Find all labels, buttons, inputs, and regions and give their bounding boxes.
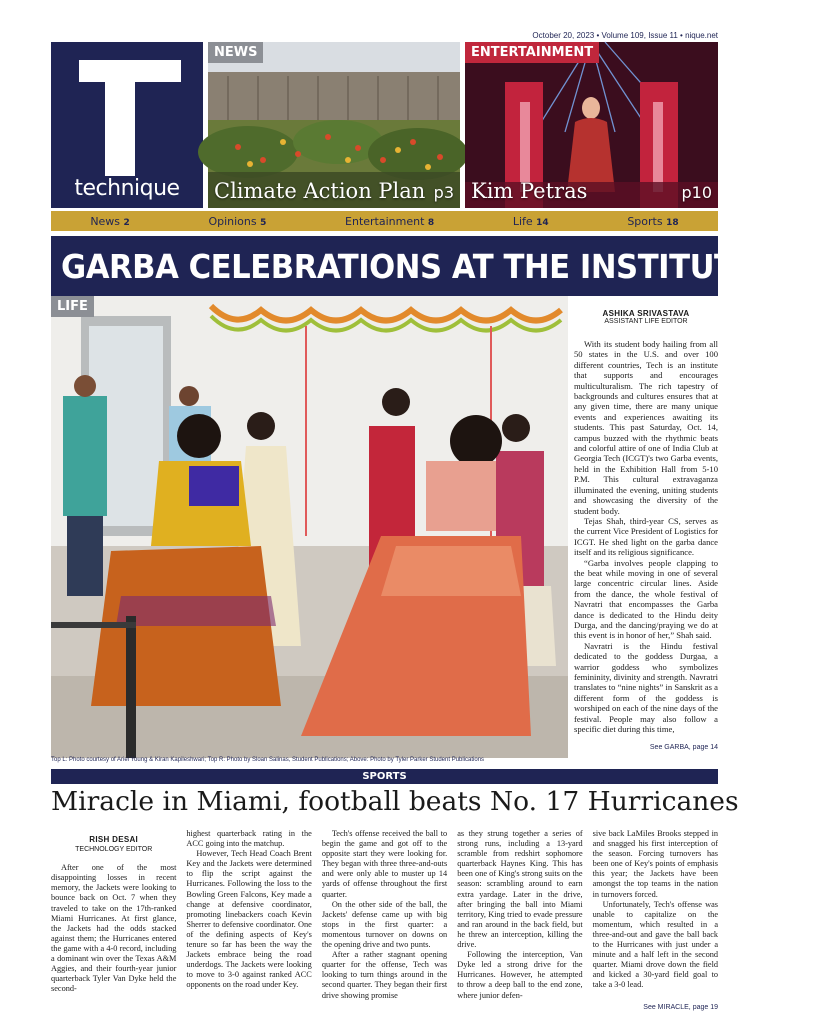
entertainment-teaser-page: p10 [681,183,712,202]
life-author: ASHIKA SRIVASTAVA [602,309,690,318]
life-author-title: ASSISTANT LIFE EDITOR [604,318,688,325]
photo-caption: Top L: Photo courtesy of Ariel Young & Kiran Kapileshwari; Top R: Photo by Sloan Salinas, Student Publications; Above: Photo by Tyler Parker Student Publications [51,757,485,763]
section-index-bar [51,211,718,231]
life-story [574,309,718,751]
dateline: October 20, 2023 • Volume 109, Issue 11 • nique.net [532,31,718,40]
garba-dancers-image [51,296,568,758]
headline: GARBA CELEBRATIONS AT THE INSTITUTE p14 [61,246,814,286]
entertainment-teaser[interactable] [465,42,718,208]
sports-col-1: RISH DESAI TECHNOLOGY EDITOR After one of the most disappointing losses in recent memory, the Jackets were looking to bounce back on Oct. 7 when they traveled to take on the 17th-ranked Miami Hurricanes. At first glance, the Jackets had the odds stacked against them; the Hurricanes entered the game with a 4-0 record, including a dominant win over the Texas A&M Aggies, and their fourth-year junior quarterback Tyler Van Dyke held the second- [51,835,177,994]
sports-col-5: sive back LaMiles Brooks stepped in and snagged his first interception of the season. Forcing turnovers has been one of Key's points of emphasis this year; the Jackets have been amongst the top teams in the nation in turnovers forced. Unfortunately, Tech's offense was unable to capitalize on the momentum, which resulted in a three-and-out and gave the ball back to the Hurricanes with just under a minute and a half left in the second quarter. Miami drove down the field and kicked a 30-yard field goal to take a 3-0 lead. [592,829,719,990]
index-entertainment[interactable]: Entertainment 8 [345,214,435,228]
masthead-logo[interactable] [51,42,203,208]
sports-byline [51,835,176,855]
life-see-more[interactable]: See GARBA, page 14 [649,744,718,751]
life-story-body: With its student body hailing from all 50 states in the U.S. and over 100 different countries, Tech is an institute that supports and encourages multiculturalism. The rich tapestry of backgrounds and cultures ensures that at any given time, there are many unique events and experiences awaiting its students. This past Saturday, Oct. 14, campus buzzed with the rhythmic beats and colorful attire of one of India Club at Georgia Tech (ICGT)'s two Garba events, held in the Exhibition Hall from 5-10 P.M. This cultural extravaganza illuminated the evening, uniting students and showcasing the diversity of the student body. Tejas Shah, third-year CS, serves as the current Vice President of Logistics for ICGT. He shed light on the garba dance itself and its religious significance. “Garba involves people clapping to the beat while moving in one of several large concentric circular lines. Aside from the dance, the whole festival of Navratri that encompasses the Garba dance is dedicated to the Hindu deity Durga, and the dancing/praying we do at this event is in honor of her,” Shah said. Navratri is the Hindu festival dedicated to the goddess Durgaa, a warrior goddess who symbolizes femininity, divinity and strength. Navratri translates to “nine nights” in Sanskrit as a different form of the goddess is worshiped on each of the nine days of the festival. People may also follow a specific diet during this time, [574,339,718,735]
news-tag: NEWS [208,42,263,63]
sports-col-4: as they strung together a series of strong runs, including a 13-yard scramble from redshirt sophomore quarterback Haynes King. This has been one of King's strong suits on the season: scrambling around to earn extra yardage. Later in the drive, after bringing the ball into Miami territory, King tried to evade pressure and ran around in the back field, but he threw an interception, killing the drive. Following the interception, Van Dyke led a strong drive for the Hurricanes. However, he attempted to throw a deep ball to the end zone, where junior defen- [457,829,583,1000]
sports-author: RISH DESAI [89,835,139,844]
logo-t-stem [105,60,135,176]
news-teaser-title: Climate Action Plan [214,179,426,203]
life-tag: LIFE [51,296,94,317]
masthead-name: technique [74,176,180,201]
index-news[interactable]: News 2 [90,214,130,228]
entertainment-tag: ENTERTAINMENT [465,42,599,63]
sports-author-title: TECHNOLOGY EDITOR [75,846,153,854]
sports-col-2: highest quarterback rating in the ACC going into the matchup. However, Tech Head Coach Brent Key and the Jackets were determined to flip the script against the Hurricanes. Following the loss to the Bowling Green Falcons, Key made a change at defensive coordinator, promoting linebackers coach Kevin Sherrer to defensive coordinator. One of the defining aspects of Key's tenure so far has been the way the Jackets embrace being the road underdogs. The Jackets were looking to move to 3-0 against ranked ACC opponents on the road under Key. [186,829,312,990]
sports-col-3: Tech's offense received the ball to begin the game and got off to the opposite start they were looking for. They began with three three-and-outs and were only able to muster up 14 yards of offense throughout the first quarter. On the other side of the ball, the Jackets' defense came up with big stops in the first quarter: a momentous turnover on downs on the opening drive and two punts. After a rather stagnant opening quarter for the offense, Tech was looking to turn things around in the second quarter. They began their first drive showing promise [321,829,448,1000]
sports-see-more[interactable]: See MIRACLE, page 19 [643,1004,718,1011]
sports-section-bar: SPORTS [51,769,718,784]
garba-photo [51,296,568,758]
headline-banner[interactable] [51,236,814,296]
entertainment-teaser-title: Kim Petras [471,179,588,203]
index-opinions[interactable]: Opinions 5 [208,214,267,228]
life-byline [574,309,718,325]
index-sports[interactable]: Sports 18 [627,214,679,228]
headline-page: p14 [765,251,814,285]
sports-story [51,829,718,1001]
index-life[interactable]: Life 14 [512,214,549,228]
news-teaser-page: p3 [433,183,454,202]
sports-headline[interactable]: Miracle in Miami, football beats No. 17 Hurricanes [51,786,739,817]
news-teaser[interactable] [208,42,460,208]
